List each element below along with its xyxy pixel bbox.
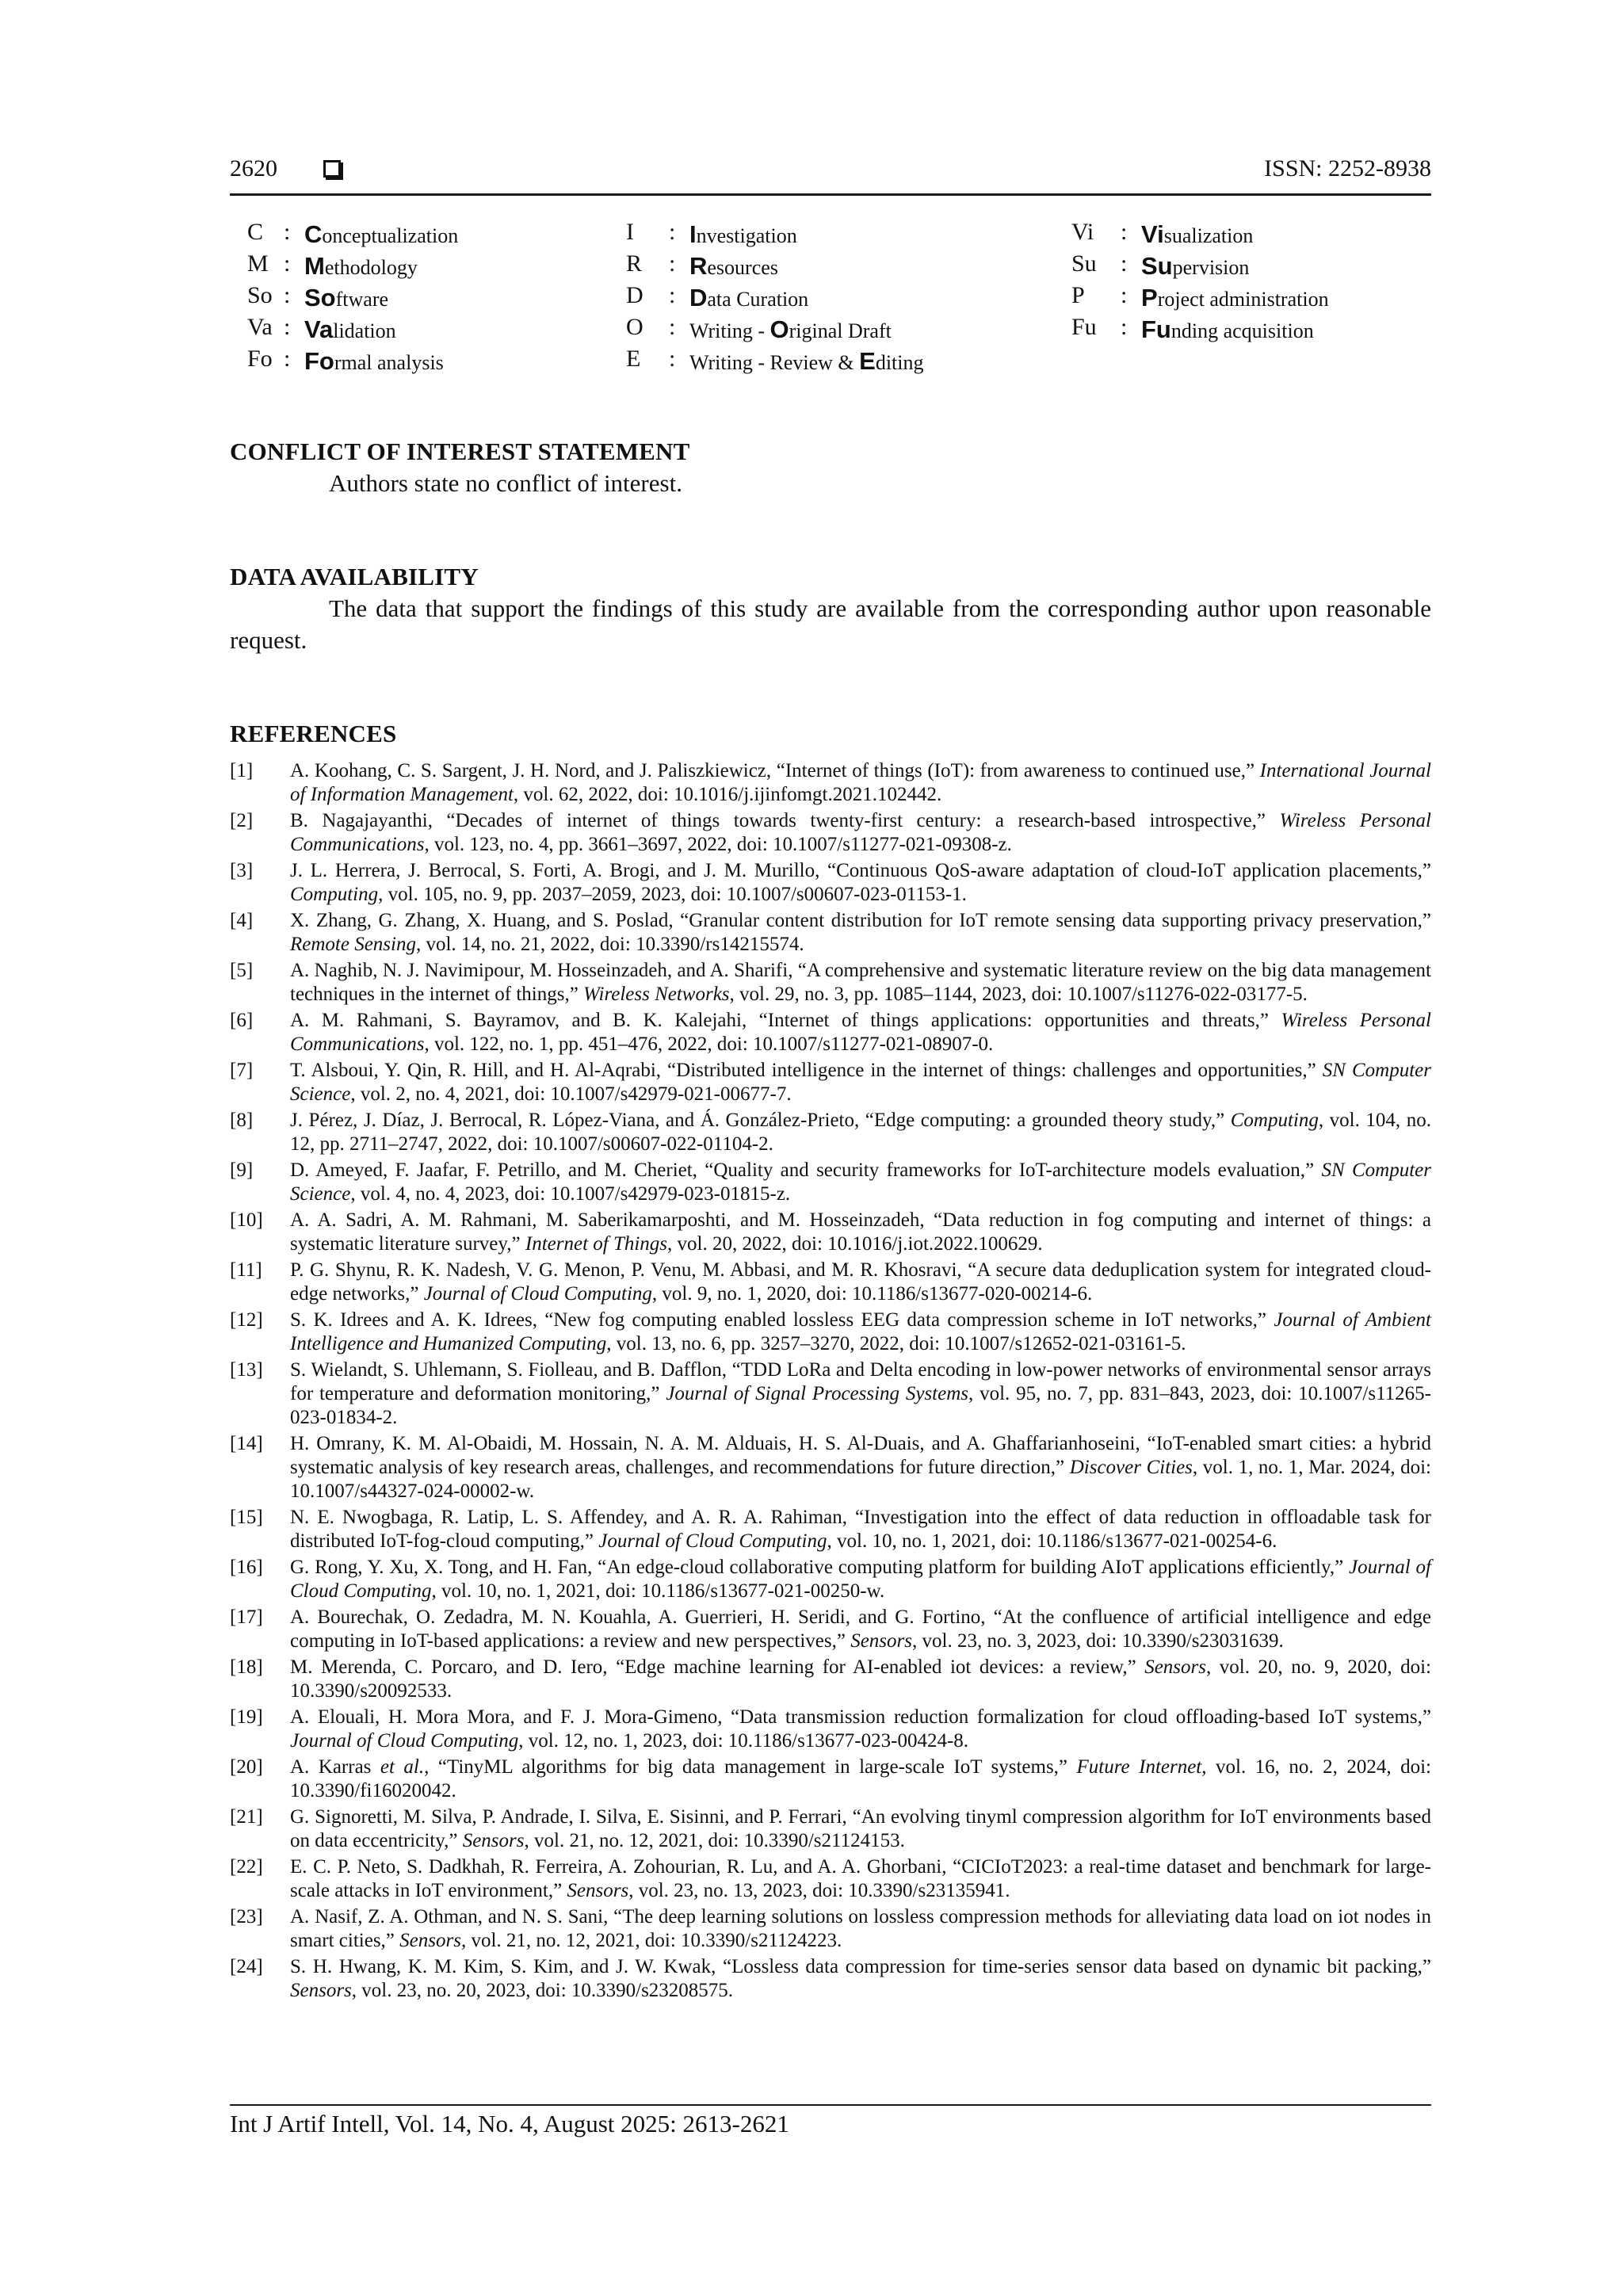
reference-number: [23] [230,1906,263,1927]
reference-details: , vol. 12, no. 1, 2023, doi: 10.1186/s13677-023-00424-8. [518,1730,969,1752]
reference-text: A. Karras [290,1756,380,1778]
reference-journal: International Journal of Information Management [290,760,1431,805]
reference-details: , vol. 105, no. 9, pp. 2037–2059, 2023, doi: 10.1007/s00607-023-01153-1. [378,884,967,905]
reference-etal: et al. [380,1756,425,1778]
reference-item [230,1358,1431,1430]
role-name-bold: Fu [1141,315,1171,343]
reference-item [230,1556,1431,1603]
role-colon: : [284,314,291,340]
role-colon: : [284,346,291,372]
reference-text: A. M. Rahmani, S. Bayramov, and B. K. Kalejahi, “Internet of things applications: opportunities and threats,” [290,1010,1281,1031]
reference-details: , vol. 13, no. 6, pp. 3257–3270, 2022, doi: 10.1007/s12652-021-03161-5. [606,1333,1186,1354]
reference-number: [11] [230,1259,262,1281]
role-name-bold: Fo [304,347,334,375]
reference-text: H. Omrany, K. M. Al-Obaidi, M. Hossain, N. A. M. Alduais, H. S. Al-Duais, and A. Ghaffarianhoseini, “IoT-enabled smart cities: a hybrid systematic analysis of key research areas, challenges, and recommendations for future direction,” [290,1433,1431,1478]
role-name-bold: M [304,252,325,280]
role-colon: : [669,314,676,340]
role-colon: : [284,250,291,277]
role-abbreviation: O [626,314,643,340]
role-abbreviation: Fu [1071,314,1097,340]
role-name [304,220,458,249]
reference-details: , vol. 14, no. 21, 2022, doi: 10.3390/rs14215574. [415,934,804,955]
reference-item [230,959,1431,1007]
role-name [304,347,444,376]
reference-item [230,909,1431,957]
conflict-body: Authors state no conflict of interest. [329,469,682,497]
role-abbreviation: D [626,282,643,308]
reference-details: , vol. 9, no. 1, 2020, doi: 10.1186/s13677-020-00214-6. [651,1283,1093,1305]
reference-item [230,1606,1431,1653]
reference-item [230,1755,1431,1803]
role-abbreviation: Va [247,314,273,340]
role-item [1071,314,1428,346]
reference-details: , vol. 21, no. 12, 2021, doi: 10.3390/s21124153. [524,1830,905,1851]
reference-number: [15] [230,1507,263,1528]
role-item [1071,250,1428,282]
role-name-bold: I [689,220,697,248]
reference-item [230,1308,1431,1356]
role-item [247,346,604,377]
reference-item [230,1259,1431,1306]
role-abbreviation: M [247,250,269,277]
reference-text: J. L. Herrera, J. Berrocal, S. Forti, A. Brogi, and J. M. Murillo, “Continuous QoS-aware adaptation of cloud-IoT application placements,” [290,860,1431,881]
reference-item [230,1059,1431,1106]
role-abbreviation: R [626,250,643,277]
role-colon: : [669,219,676,245]
reference-details: , vol. 1, no. 1, Mar. 2024, doi: 10.1007/s44327-024-00002-w. [290,1457,1432,1502]
role-name [689,220,797,249]
references-heading: REFERENCES [230,720,397,747]
role-item [1071,282,1428,314]
reference-journal: Sensors [1144,1656,1206,1678]
reference-details: , vol. 122, no. 1, pp. 451–476, 2022, doi: 10.1007/s11277-021-08907-0. [424,1033,994,1055]
reference-details: , vol. 20, 2022, doi: 10.1016/j.iot.2022.100629. [667,1233,1043,1255]
page-number: 2620 [230,155,277,181]
role-name [1141,252,1249,281]
reference-journal: Internet of Things [525,1233,668,1255]
roles-column-3 [1071,219,1428,346]
reference-text: A. Naghib, N. J. Navimipour, M. Hosseinzadeh, and A. Sharifi, “A comprehensive and systematic literature review on the big data management techniques in the internet of things,” [290,960,1431,1005]
role-abbreviation: C [247,219,264,245]
page-header [230,155,1431,196]
role-name [304,315,396,344]
role-name-rest: nding acquisition [1170,319,1314,342]
reference-text: A. Bourechak, O. Zedadra, M. N. Kouahla, A. Guerrieri, H. Seridi, and G. Fortino, “At the confluence of artificial intelligence and edge computing in IoT-based applications: a review and new perspectives,” [290,1606,1431,1652]
role-item [1071,219,1428,250]
reference-number: [6] [230,1010,254,1031]
footer-rule [230,2104,1431,2106]
reference-details: , vol. 23, no. 3, 2023, doi: 10.3390/s23031639. [912,1630,1284,1652]
reference-item [230,1209,1431,1256]
reference-number: [7] [230,1060,254,1081]
role-name-rest: diting [875,351,924,374]
role-item [247,314,604,346]
reference-item [230,1432,1431,1503]
role-name-rest: sualization [1163,224,1254,247]
reference-item [230,809,1431,857]
role-item [626,346,1038,377]
reference-text: D. Ameyed, F. Jaafar, F. Petrillo, and M. Cheriet, “Quality and security frameworks for IoT-architecture models evaluation,” [290,1159,1322,1181]
reference-text: B. Nagajayanthi, “Decades of internet of things towards twenty-first century: a research-based introspective,” [290,810,1280,831]
reference-text: A. A. Sadri, A. M. Rahmani, M. Saberikamarposhti, and M. Hosseinzadeh, “Data reduction in fog computing and internet of things: a systematic literature survey,” [290,1209,1431,1255]
role-name-bold: Vi [1141,220,1164,248]
role-name-bold: Va [304,315,334,343]
reference-journal: Journal of Cloud Computing [290,1730,519,1752]
contributor-roles [0,219,1623,377]
role-name-bold: C [304,220,323,248]
role-colon: : [1121,282,1128,308]
reference-number: [21] [230,1806,263,1828]
role-name [1141,220,1253,249]
reference-number: [10] [230,1209,263,1231]
role-name-rest: ata Curation [707,288,809,311]
reference-text: P. G. Shynu, R. K. Nadesh, V. G. Menon, P. Venu, M. Abbasi, and M. R. Khosravi, “A secure data deduplication system for integrated cloud-edge networks,” [290,1259,1431,1305]
reference-journal: Sensors [850,1630,912,1652]
role-colon: : [669,346,676,372]
role-name [304,252,418,281]
reference-text: S. K. Idrees and A. K. Idrees, “New fog computing enabled lossless EEG data compression scheme in IoT networks,” [290,1309,1274,1331]
reference-number: [1] [230,760,254,781]
reference-journal: Journal of Signal Processing Systems [666,1383,969,1404]
reference-item [230,1009,1431,1056]
reference-text: N. E. Nwogbaga, R. Latip, L. S. Affendey, and A. R. A. Rahiman, “Investigation into the effect of data reduction in offloadable task for distributed IoT-fog-cloud computing,” [290,1507,1431,1552]
reference-number: [17] [230,1606,263,1628]
footer-citation: Int J Artif Intell, Vol. 14, No. 4, August 2025: 2613-2621 [230,2110,789,2137]
reference-item [230,1706,1431,1753]
reference-text: T. Alsboui, Y. Qin, R. Hill, and H. Al-Aqrabi, “Distributed intelligence in the internet of things: challenges and opportunities,” [290,1060,1323,1081]
role-name [1141,284,1329,312]
reference-journal: SN Computer Science [290,1159,1431,1205]
role-abbreviation: Su [1071,250,1097,277]
reference-number: [5] [230,960,254,981]
role-name-rest: esources [707,256,778,279]
reference-text: S. H. Hwang, K. M. Kim, S. Kim, and J. W. Kwak, “Lossless data compression for time-series sensor data based on dynamic bit packing,” [290,1956,1431,1977]
reference-text: E. C. P. Neto, S. Dadkhah, R. Ferreira, A. Zohourian, R. Lu, and A. A. Ghorbani, “CICIoT2023: a real-time dataset and benchmark for large-scale attacks in IoT environment,” [290,1856,1431,1901]
reference-text: S. Wielandt, S. Uhlemann, S. Fiolleau, and B. Dafflon, “TDD LoRa and Delta encoding in low-power networks of environmental sensor arrays for temperature and deformation monitoring,” [290,1359,1431,1404]
role-name-rest: roject administration [1157,288,1329,311]
reference-item [230,1955,1431,2003]
data-availability-heading: DATA AVAILABILITY [230,563,479,590]
role-item [626,314,1038,346]
roles-column-2 [626,219,1038,377]
reference-number: [24] [230,1956,263,1977]
role-name-rest: lidation [333,319,396,342]
role-name-bold: E [859,347,876,375]
role-name-rest: ethodology [324,256,418,279]
role-colon: : [669,282,676,308]
reference-item [230,1905,1431,1953]
reference-text: X. Zhang, G. Zhang, X. Huang, and S. Poslad, “Granular content distribution for IoT remote sensing data supporting privacy preservation,” [290,910,1431,931]
reference-number: [9] [230,1159,254,1181]
reference-journal: SN Computer Science [290,1060,1431,1105]
reference-item [230,1855,1431,1903]
role-name [689,284,808,312]
role-abbreviation: So [247,282,273,308]
issn-label: ISSN: 2252-8938 [1264,155,1431,181]
role-abbreviation: I [626,219,634,245]
reference-item [230,1656,1431,1703]
reference-number: [8] [230,1110,254,1131]
role-name [689,347,924,376]
reference-item [230,1159,1431,1206]
role-name-rest: riginal Draft [789,319,892,342]
role-colon: : [284,219,291,245]
data-availability-body: The data that support the findings of this study are available from the corresponding author upon reasonable request. [230,594,1431,654]
reference-text: A. Koohang, C. S. Sargent, J. H. Nord, and J. Paliszkiewicz, “Internet of things (IoT): from awareness to continued use,” [290,760,1260,781]
reference-journal: Remote Sensing [290,934,416,955]
reference-journal: Journal of Cloud Computing [598,1530,827,1552]
reference-journal: Sensors [462,1830,525,1851]
reference-details: , vol. 21, no. 12, 2021, doi: 10.3390/s21124223. [460,1930,842,1951]
reference-journal: Wireless Personal Communications [290,1010,1431,1055]
reference-details: , vol. 4, no. 4, 2023, doi: 10.1007/s42979-023-01815-z. [350,1183,791,1205]
reference-number: [19] [230,1706,263,1728]
reference-journal: Sensors [567,1880,629,1901]
reference-details: , vol. 2, no. 4, 2021, doi: 10.1007/s42979-021-00677-7. [350,1083,792,1105]
role-item [247,250,604,282]
role-name-bold: Su [1141,252,1173,280]
reference-item [230,859,1431,907]
roles-column-1 [247,219,604,377]
reference-item [230,759,1431,807]
reference-journal: Journal of Ambient Intelligence and Humanized Computing [290,1309,1431,1354]
role-name-bold: P [1141,284,1158,311]
reference-journal: Sensors [290,1980,352,2001]
role-name-rest: rmal analysis [334,351,444,374]
reference-details: , vol. 23, no. 13, 2023, doi: 10.3390/s23135941. [628,1880,1010,1901]
role-name-prefix: Writing - Review & [689,351,860,374]
reference-item [230,1805,1431,1853]
reference-number: [20] [230,1756,263,1778]
reference-number: [18] [230,1656,263,1678]
reference-journal: Future Internet [1076,1756,1202,1778]
reference-number: [4] [230,910,254,931]
role-name [689,252,778,281]
role-name-rest: ftware [335,288,389,311]
role-name-bold: D [689,284,708,311]
reference-item [230,1506,1431,1553]
role-name [1141,315,1314,344]
role-name-rest: pervision [1172,256,1250,279]
role-name-bold: O [769,315,789,343]
reference-journal: Computing [1230,1110,1319,1131]
reference-number: [14] [230,1433,263,1454]
reference-details: , vol. 10, no. 1, 2021, doi: 10.1186/s13677-021-00254-6. [827,1530,1277,1552]
reference-details: , vol. 16, no. 2, 2024, doi: 10.3390/fi16020042. [290,1756,1432,1801]
reference-number: [12] [230,1309,263,1331]
role-name [689,315,892,344]
role-item [247,282,604,314]
reference-details: , vol. 20, no. 9, 2020, doi: 10.3390/s20092533. [290,1656,1431,1702]
reference-details: , vol. 23, no. 20, 2023, doi: 10.3390/s23208575. [351,1980,734,2001]
role-name-bold: R [689,252,708,280]
role-item [626,219,1038,250]
role-item [626,282,1038,314]
role-colon: : [669,250,676,277]
role-abbreviation: P [1071,282,1085,308]
reference-details: , vol. 95, no. 7, pp. 831–843, 2023, doi: 10.1007/s11265-023-01834-2. [290,1383,1431,1428]
reference-details: , vol. 29, no. 3, pp. 1085–1144, 2023, doi: 10.1007/s11276-022-03177-5. [729,984,1308,1005]
role-name-rest: onceptualization [322,224,459,247]
reference-text: A. Elouali, H. Mora Mora, and F. J. Mora-Gimeno, “Data transmission reduction formalization for cloud offloading-based IoT systems,” [290,1706,1431,1728]
role-abbreviation: Fo [247,346,273,372]
reference-journal: Sensors [399,1930,461,1951]
reference-number: [3] [230,860,254,881]
role-colon: : [284,282,291,308]
role-item [626,250,1038,282]
reference-text: G. Signoretti, M. Silva, P. Andrade, I. Silva, E. Sisinni, and P. Ferrari, “An evolving tinyml compression algorithm for IoT environments based on data eccentricity,” [290,1806,1431,1851]
reference-text: M. Merenda, C. Porcaro, and D. Iero, “Edge machine learning for AI-enabled iot devices: a review,” [290,1656,1145,1678]
role-name-prefix: Writing - [689,319,770,342]
role-name [304,284,388,312]
reference-list [230,759,1431,2005]
reference-text: J. Pérez, J. Díaz, J. Berrocal, R. López-Viana, and Á. González-Prieto, “Edge computing: a grounded theory study,” [290,1110,1231,1131]
role-abbreviation: E [626,346,641,372]
role-item [247,219,604,250]
reference-text: G. Rong, Y. Xu, X. Tong, and H. Fan, “An edge-cloud collaborative computing platform for building AIoT applications efficiently,” [290,1557,1349,1578]
role-abbreviation: Vi [1071,219,1094,245]
reference-journal: Journal of Cloud Computing [290,1557,1432,1602]
reference-number: [16] [230,1557,263,1578]
conflict-heading: CONFLICT OF INTEREST STATEMENT [230,437,690,465]
reference-journal: Wireless Networks [583,984,730,1005]
reference-details: , vol. 104, no. 12, pp. 2711–2747, 2022, doi: 10.1007/s00607-022-01104-2. [290,1110,1431,1155]
reference-journal: Journal of Cloud Computing [423,1283,652,1305]
role-name-rest: nvestigation [696,224,797,247]
role-name-bold: So [304,284,336,311]
reference-details: , vol. 123, no. 4, pp. 3661–3697, 2022, doi: 10.1007/s11277-021-09308-z. [424,834,1012,855]
reference-text: A. Nasif, Z. A. Othman, and N. S. Sani, “The deep learning solutions on lossless compression methods for alleviating data load on iot nodes in smart cities,” [290,1906,1431,1951]
role-colon: : [1121,314,1128,340]
reference-text-mid: , “TinyML algorithms for big data management in large-scale IoT systems,” [424,1756,1077,1778]
reference-number: [2] [230,810,254,831]
reference-item [230,1109,1431,1156]
reference-number: [22] [230,1856,263,1878]
reference-details: , vol. 10, no. 1, 2021, doi: 10.1186/s13677-021-00250-w. [431,1580,885,1602]
checkbox-square-icon [323,160,341,178]
role-colon: : [1121,250,1128,277]
reference-journal: Computing [290,884,379,905]
reference-journal: Discover Cities [1069,1457,1193,1478]
role-colon: : [1121,219,1128,245]
reference-journal: Wireless Personal Communications [290,810,1431,855]
reference-number: [13] [230,1359,263,1381]
reference-details: , vol. 62, 2022, doi: 10.1016/j.ijinfomgt.2021.102442. [513,784,942,805]
